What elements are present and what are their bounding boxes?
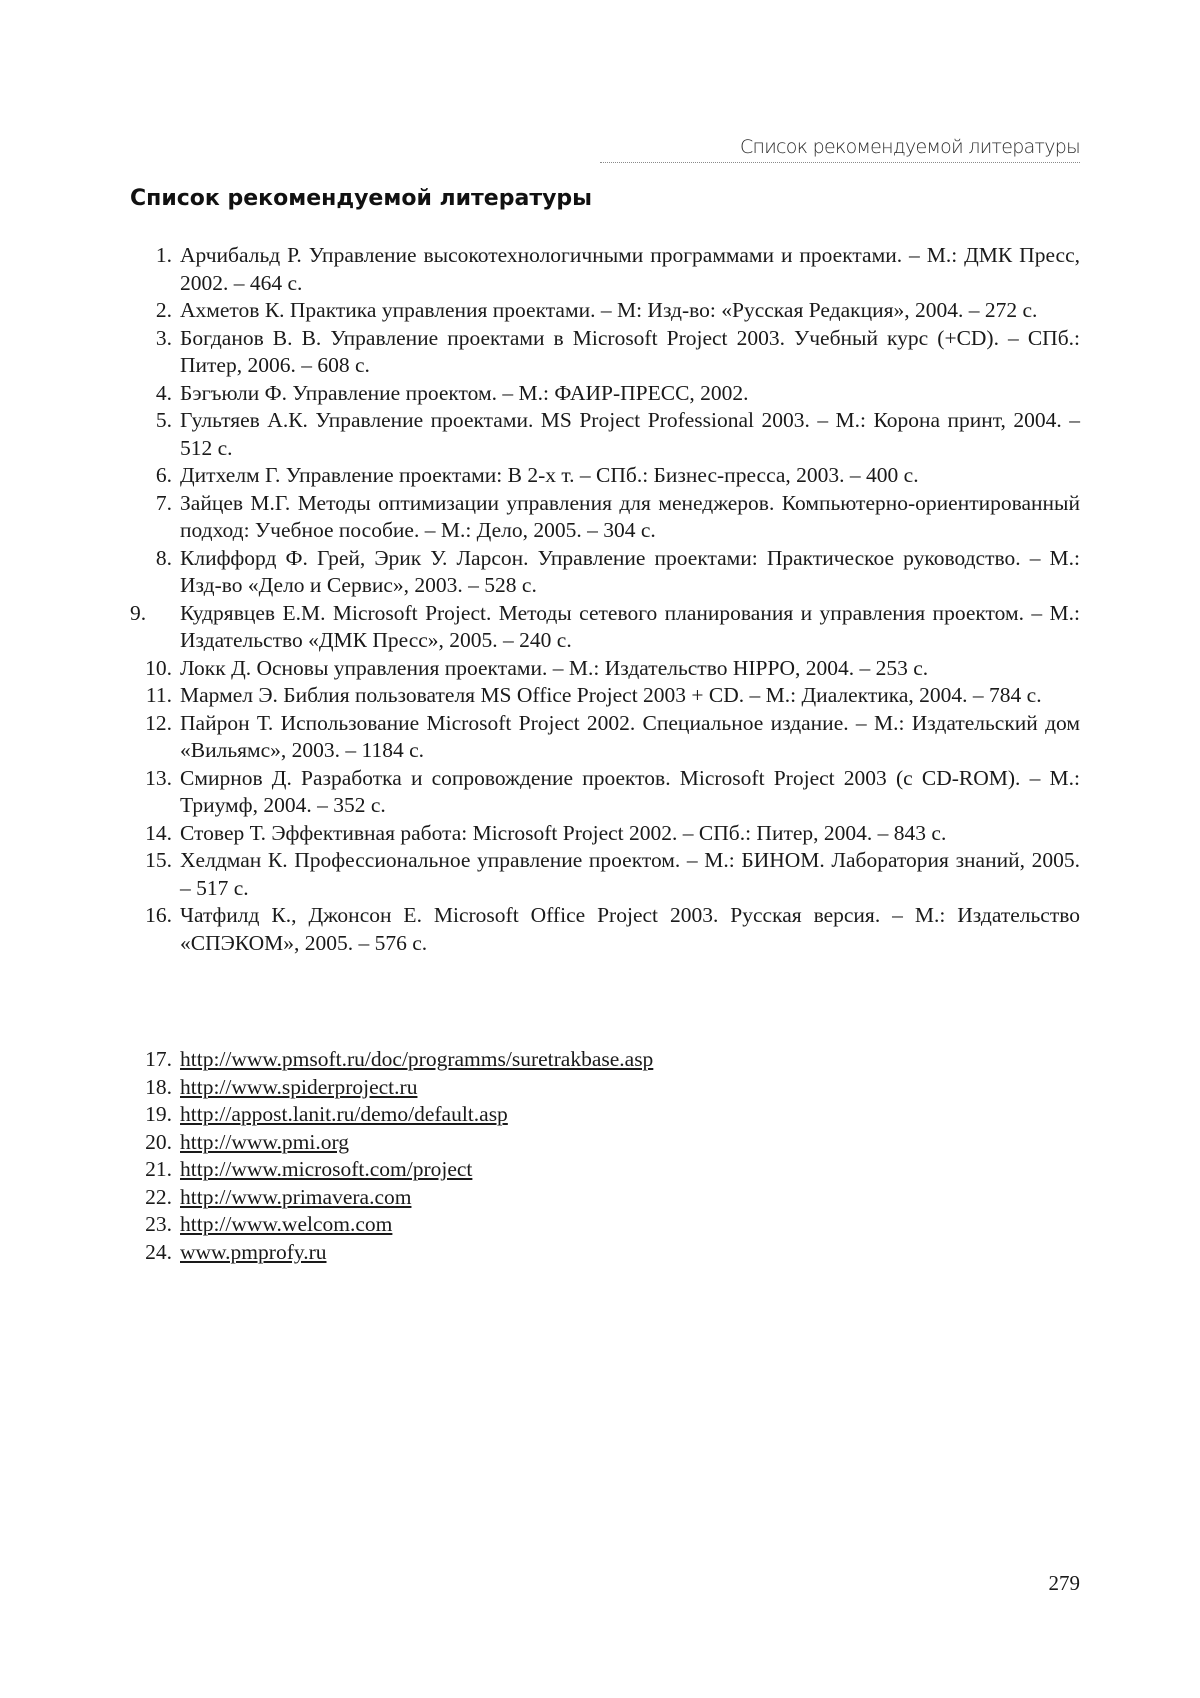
list-item	[130, 655, 1080, 683]
item-number: 18.	[145, 1074, 172, 1099]
list-item	[130, 820, 1080, 848]
item-number: 12.	[145, 710, 172, 735]
item-text: Богданов В. В. Управление проектами в Microsoft Project 2003. Учебный курс (+CD). – СПб.: Питер, 2006. – 608 с.	[180, 325, 1080, 377]
item-number: 11.	[145, 683, 172, 707]
item-text: Стовер Т. Эффективная работа: Microsoft Project 2002. – СПб.: Питер, 2004. – 843 с.	[180, 820, 947, 845]
list-item	[130, 682, 1080, 710]
item-number: 6.	[155, 463, 172, 487]
item-number: 4.	[155, 380, 172, 405]
list-item	[130, 847, 1080, 902]
item-number: 10.	[145, 655, 172, 680]
list-item	[130, 765, 1080, 820]
reference-link[interactable]: http://www.spiderproject.ru	[180, 1074, 418, 1099]
list-item	[130, 490, 1080, 545]
running-header: Список рекомендуемой литературы	[739, 136, 1080, 158]
reference-list	[130, 242, 1080, 957]
item-number: 13.	[145, 765, 172, 790]
list-item	[130, 545, 1080, 600]
page-number: 279	[1048, 1571, 1080, 1595]
item-text: Зайцев М.Г. Методы оптимизации управления для менеджеров. Компьютерно-ориентированный подход: Учебное пособие. – М.: Дело, 2005. – 304 с.	[180, 490, 1080, 542]
item-number: 8.	[155, 545, 172, 570]
item-number: 9.	[130, 600, 147, 625]
list-item	[130, 1156, 1080, 1184]
list-item	[130, 600, 1080, 655]
item-text: Мармел Э. Библия пользователя MS Office Project 2003 + CD. – М.: Диалектика, 2004. – 784 с.	[180, 683, 1042, 707]
reference-link[interactable]: http://www.pmsoft.ru/doc/programms/suretrakbase.asp	[180, 1047, 654, 1071]
item-text: Чатфилд К., Джонсон Е. Microsoft Office Project 2003. Русская версия. – М.: Издательство «СПЭКОМ», 2005. – 576 с.	[180, 903, 1080, 955]
item-number: 24.	[145, 1239, 172, 1264]
item-text: Смирнов Д. Разработка и сопровождение проектов. Microsoft Project 2003 (с CD-ROM). – М.: Триумф, 2004. – 352 с.	[180, 765, 1080, 817]
reference-link[interactable]: http://www.primavera.com	[180, 1184, 412, 1209]
item-number: 2.	[155, 298, 172, 322]
item-number: 14.	[145, 820, 172, 845]
reference-link[interactable]: http://www.welcom.com	[180, 1212, 393, 1236]
item-number: 15.	[145, 848, 172, 872]
reference-link[interactable]: www.pmprofy.ru	[180, 1239, 327, 1264]
list-item	[130, 1074, 1080, 1102]
list-item	[130, 1239, 1080, 1267]
list-item	[130, 902, 1080, 957]
list-item	[130, 297, 1080, 325]
item-text: Бэгъюли Ф. Управление проектом. – М.: ФАИР-ПРЕСС, 2002.	[180, 380, 749, 405]
reference-link[interactable]: http://www.microsoft.com/project	[180, 1157, 473, 1181]
reference-link[interactable]: http://appost.lanit.ru/demo/default.asp	[180, 1102, 508, 1126]
item-text: Хелдман К. Профессиональное управление проектом. – М.: БИНОМ. Лаборатория знаний, 2005. – 517 с.	[180, 848, 1080, 900]
item-text: Локк Д. Основы управления проектами. – М.: Издательство HIPPO, 2004. – 253 с.	[180, 655, 929, 680]
item-text: Кудрявцев Е.М. Microsoft Project. Методы сетевого планирования и управления проектом. – М.: Издательство «ДМК Пресс», 2005. – 240 с.	[180, 600, 1080, 652]
item-text: Дитхелм Г. Управление проектами: В 2-х т. – СПб.: Бизнес-пресса, 2003. – 400 с.	[180, 463, 919, 487]
item-number: 7.	[155, 490, 172, 515]
link-list	[130, 1046, 1080, 1266]
list-item	[130, 407, 1080, 462]
item-number: 16.	[145, 903, 172, 927]
list-item	[130, 710, 1080, 765]
item-number: 20.	[145, 1129, 172, 1154]
item-text: Пайрон Т. Использование Microsoft Project 2002. Специальное издание. – М.: Издательский дом «Вильямс», 2003. – 1184 с.	[180, 710, 1080, 762]
list-item	[130, 1184, 1080, 1212]
item-number: 5.	[155, 408, 172, 432]
item-number: 21.	[145, 1157, 172, 1181]
item-number: 22.	[145, 1184, 172, 1209]
list-item	[130, 462, 1080, 490]
list-item	[130, 1101, 1080, 1129]
list-item	[130, 1129, 1080, 1157]
item-text: Гультяев А.К. Управление проектами. MS Project Professional 2003. – М.: Корона принт, 2004. – 512 с.	[180, 408, 1080, 460]
reference-link[interactable]: http://www.pmi.org	[180, 1129, 350, 1154]
list-item	[130, 325, 1080, 380]
item-text: Клиффорд Ф. Грей, Эрик У. Ларсон. Управление проектами: Практическое руководство. – М.: Изд-во «Дело и Сервис», 2003. – 528 с.	[180, 545, 1080, 597]
list-item	[130, 1046, 1080, 1074]
page-title: Список рекомендуемой литературы	[130, 186, 593, 211]
item-number: 19.	[145, 1102, 172, 1126]
item-text: Ахметов К. Практика управления проектами. – М: Изд-во: «Русская Редакция», 2004. – 272 с.	[180, 298, 1038, 322]
header-divider	[600, 162, 1080, 163]
item-number: 1.	[155, 243, 172, 267]
item-number: 3.	[155, 325, 172, 350]
item-number: 23.	[145, 1212, 172, 1236]
item-text: Арчибальд Р. Управление высокотехнологичными программами и проектами. – М.: ДМК Пресс, 2002. – 464 с.	[180, 243, 1080, 295]
item-number: 17.	[145, 1047, 172, 1071]
list-item	[130, 242, 1080, 297]
list-item	[130, 380, 1080, 408]
list-item	[130, 1211, 1080, 1239]
